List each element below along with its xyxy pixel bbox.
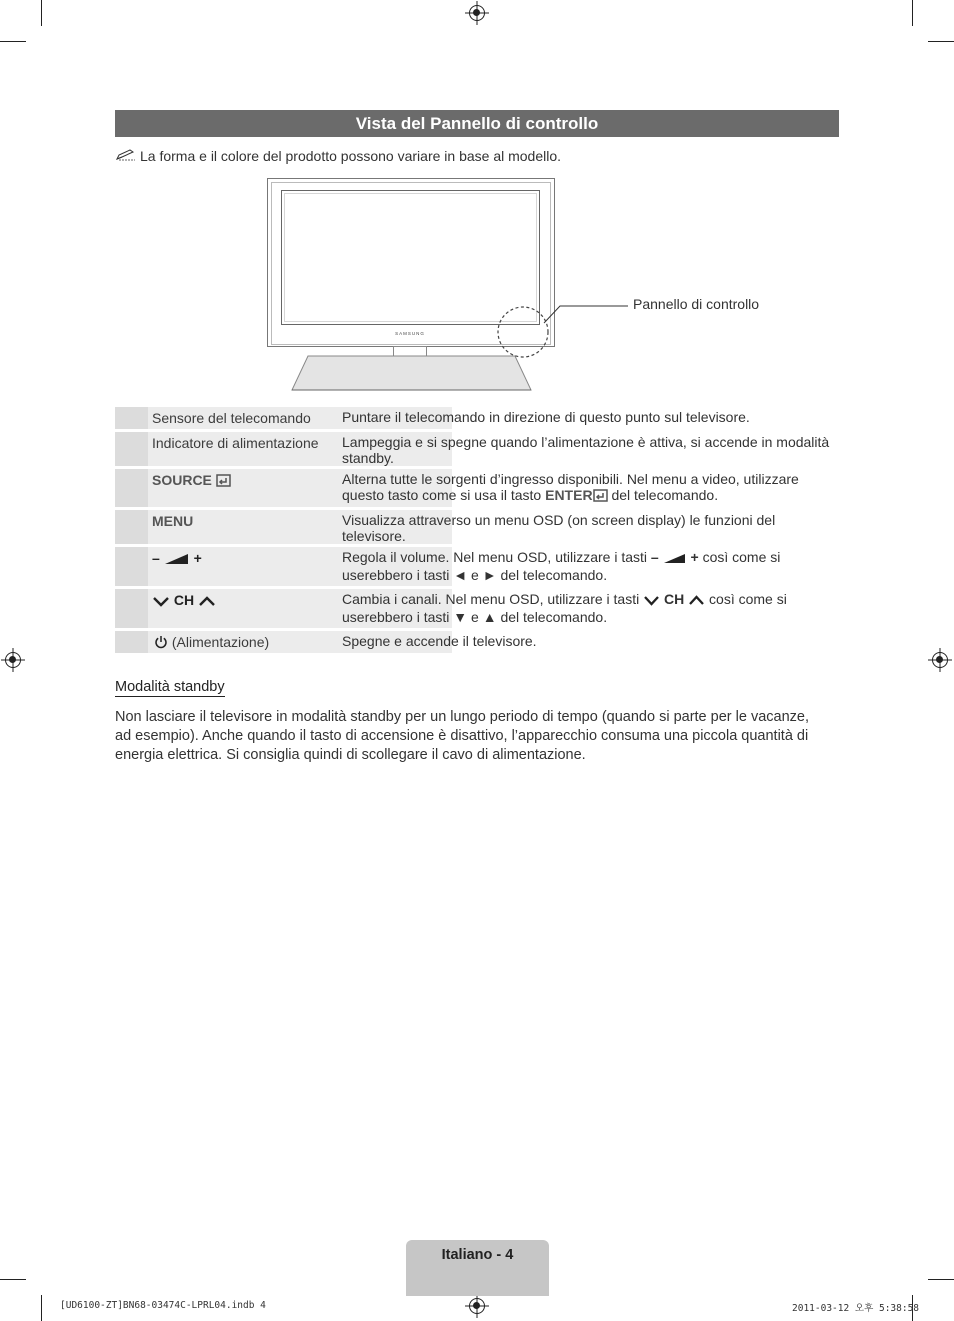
desc-text: del telecomando. bbox=[611, 486, 719, 503]
row-number-cell bbox=[115, 407, 148, 429]
volume-minus-label: – bbox=[152, 550, 160, 566]
registration-mark-icon bbox=[469, 1298, 485, 1314]
volume-plus-label: + bbox=[193, 550, 202, 566]
crop-mark bbox=[912, 0, 913, 26]
row-desc-cell bbox=[342, 589, 839, 625]
table-row bbox=[115, 631, 839, 653]
row-desc-cell: Visualizza attraverso un menu OSD (on screen display) le funzioni del televisore. bbox=[342, 512, 776, 544]
power-label: (Alimentazione) bbox=[171, 634, 270, 650]
registration-mark-icon bbox=[932, 652, 948, 668]
row-number-cell bbox=[115, 631, 148, 653]
registration-mark-icon bbox=[5, 652, 21, 668]
chevron-down-icon bbox=[152, 594, 170, 610]
crop-mark bbox=[928, 41, 954, 42]
table-row bbox=[115, 589, 839, 628]
row-desc-cell: Lampeggia e si spegne quando l’alimentazione è attiva, si accende in modalità standby. bbox=[342, 434, 830, 466]
row-number-cell bbox=[115, 469, 148, 507]
row-desc-cell bbox=[342, 469, 839, 505]
power-icon bbox=[154, 635, 168, 652]
volume-minus-inline: – bbox=[650, 549, 659, 565]
standby-heading: Modalità standby bbox=[115, 679, 225, 695]
row-number-cell bbox=[115, 432, 148, 466]
desc-text: così come si userebbero i tasti ◄ e ► del telecomando. bbox=[342, 549, 781, 583]
print-slug-file: [UD6100-ZT]BN68-03474C-LPRL04.indb 4 bbox=[60, 1300, 266, 1311]
callout-label: Pannello di controllo bbox=[633, 296, 760, 312]
row-number-cell bbox=[115, 589, 148, 628]
menu-key-label: MENU bbox=[152, 513, 194, 529]
desc-text: Cambia i canali. Nel menu OSD, utilizzare i tasti bbox=[342, 591, 640, 607]
page-number-label: Italiano - 4 bbox=[441, 1247, 514, 1263]
tv-illustration bbox=[260, 170, 640, 395]
source-enter-icon bbox=[216, 474, 231, 490]
desc-text: Regola il volume. Nel menu OSD, utilizzare i tasti bbox=[342, 549, 648, 565]
chevron-up-icon bbox=[198, 594, 216, 610]
chevron-up-icon bbox=[688, 594, 705, 610]
row-number-cell bbox=[115, 547, 148, 586]
table-row bbox=[115, 469, 839, 507]
tv-brand: SAMSUNG bbox=[395, 331, 425, 336]
volume-ramp-icon bbox=[164, 552, 190, 568]
enter-icon bbox=[593, 489, 608, 506]
standby-paragraph: Non lasciare il televisore in modalità standby per un lungo periodo di tempo (quando si parte per le vacanze, ad esempio). Anche quando il tasto di accensione è disattivo, l’apparecchio consuma una piccola quantità di energia elettrica. Si consiglia quindi di scollegare il cavo di alimentazione. bbox=[115, 709, 809, 763]
volume-plus-inline: + bbox=[690, 549, 699, 565]
row-name-cell: Sensore del telecomando bbox=[148, 407, 452, 429]
print-slug-date: 2011-03-12 오후 5:38:58 bbox=[792, 1303, 920, 1314]
chevron-down-icon bbox=[643, 594, 660, 610]
crop-mark bbox=[0, 1279, 26, 1280]
crop-mark bbox=[0, 41, 26, 42]
volume-ramp-icon bbox=[663, 552, 687, 568]
registration-mark-icon bbox=[469, 5, 485, 21]
table-row bbox=[115, 432, 839, 466]
source-key-label: SOURCE bbox=[152, 472, 212, 488]
note-line bbox=[116, 148, 561, 164]
note-text: La forma e il colore del prodotto possono variare in base al modello. bbox=[140, 148, 562, 164]
row-desc-cell: Puntare il telecomando in direzione di questo punto sul televisore. bbox=[342, 409, 750, 425]
table-row bbox=[115, 547, 839, 586]
crop-mark bbox=[41, 1295, 42, 1321]
crop-mark bbox=[928, 1279, 954, 1280]
row-name-cell: Indicatore di alimentazione bbox=[148, 432, 452, 466]
table-row bbox=[115, 510, 839, 544]
row-number-cell bbox=[115, 510, 148, 544]
row-desc-cell bbox=[342, 547, 839, 583]
enter-key-label: ENTER bbox=[545, 486, 593, 503]
desc-text: così come si userebbero i tasti ▼ e ▲ del telecomando. bbox=[342, 591, 787, 625]
channel-key-label: CH bbox=[173, 592, 195, 608]
row-desc-cell: Spegne e accende il televisore. bbox=[342, 633, 537, 649]
crop-mark bbox=[41, 0, 42, 26]
section-title-bar: Vista del Pannello di controllo bbox=[115, 110, 839, 137]
desc-text: Alterna tutte le sorgenti d’ingresso disponibili. Nel menu a video, utilizzare questo tasto come si usa il tasto bbox=[342, 471, 799, 503]
pencil-note-icon bbox=[116, 148, 136, 164]
channel-inline-label: CH bbox=[664, 591, 685, 607]
table-row bbox=[115, 407, 839, 429]
